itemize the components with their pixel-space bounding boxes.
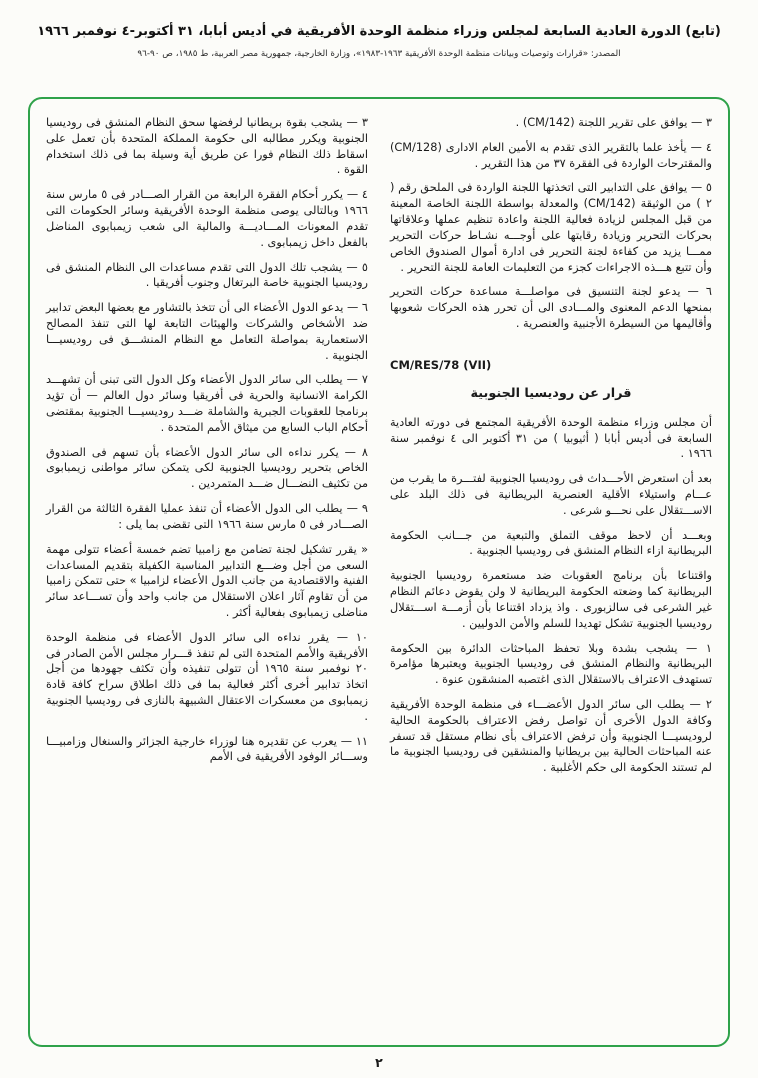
resolution-item: ٢ — يطلب الى سائر الدول الأعضـــاء فى منظمة الوحدة الأفريقية وكافة الدول الأخرى أن تواصل رفض الاعتراف بالحكومة الحالية لروديسيـــا الجنوبية وأن ترفض الاعتراف بأى نظام مستقل قد تسفر عنه المباحثات الحالية بين بريطانيا والمنشقين فى روديسيا الجنوبية ما لم تستند الحكومة الى حكم الأغلبية . (390, 697, 712, 775)
resolution-heading: قرار عن روديسيا الجنوبية (470, 385, 632, 401)
resolution-item: ٤ — يكرر أحكام الفقرة الرابعة من القرار الصـــادر فى ٥ مارس سنة ١٩٦٦ وبالتالى يوصى منظمة الوحدة الأفريقية وسائر الحكومات التى تقدم المعونات المـــاديـــة والمالية الى شعب زيمبابوى المناضل بالفعل داخل زيمبابوى . (46, 188, 368, 249)
column-right (390, 115, 712, 1035)
content-frame (28, 97, 730, 1047)
resolution-item: ١١ — يعرب عن تقديره هنا لوزراء خارجية الجزائر والسنغال وزامبيـــا وســـائر الوفود الأفريقية فى الأمم (46, 734, 368, 764)
resolution-item: ٦ — يدعو الدول الأعضاء الى أن تتخذ بالتشاور مع بعضها البعض تدابير ضد الأشخاص والشركات والهيئات التابعة لها التى تنفذ المصالح الاستعمارية بمواصلة التعامل مع النظام المنشـــق فى روديسيـــا الجنوبية . (46, 301, 368, 362)
resolution-preamble: بعد أن استعرض الأحـــداث فى روديسيا الجنوبية لفتـــرة ما يقرب من عـــام واستيلاء الأقلية العنصرية البريطانية فى ذلك البلد على الاســـتقلال على نحـــو شرعى . (390, 472, 712, 517)
resolution-reference-code: CM/RES/78 (VII) (390, 357, 492, 372)
resolution-item: ١٠ — يقرر نداءه الى سائر الدول الأعضاء فى منظمة الوحدة الأفريقية والأمم المتحدة التى لم تنفذ قـــرار مجلس الأمن الصادر فى ٢٠ نوفمبر سنة ١٩٦٥ أن تتولى تنفيذه وأن تكثف جهودها من أجل اتخاذ تدابير أخرى أكثر فعالية بما فى ذلك اطلاق سراح كافة قادة زيمبابوى من معسكرات الاعتقال الشبيهة بالنازى فى روديسيا الجنوبية . (46, 630, 368, 723)
resolution-quote: « يقرر تشكيل لجنة تضامن مع زامبيا تضم خمسة أعضاء تتولى مهمة السعى من أجل وضـــع التدابير المناسبة الكفيلة بتقديم المساعدات الفنية والاقتصادية من جانب الدول الأعضاء لزامبيا » حتى تتمكن زامبيا من أن تقاوم آثار اعلان الاستقلال من جانب واحد وأن تســـاعد سائر مناضلى زيمبابوى بفعالية أكثر . (46, 542, 368, 619)
resolution-item: ٤ — يأخذ علما بالتقرير الذى تقدم به الأمين العام الادارى (CM/128) والمقترحات الواردة فى الفقرة ٣٧ من هذا التقرير . (390, 140, 712, 170)
resolution-item: ٣ — يوافق على تقرير اللجنة (CM/142) . (515, 116, 712, 129)
resolution-preamble: أن مجلس وزراء منظمة الوحدة الأفريقية المجتمع فى دورته العادية السابعة فى أديس أبابا ( أثيوبيا ) من ٣١ أكتوبر الى ٤ نوفمبر سنة ١٩٦٦ . (390, 415, 712, 461)
resolution-item: ٨ — يكرر نداءه الى سائر الدول الأعضاء بأن تسهم فى الصندوق الخاص بتحرير روديسيا الجنوبية لكى يتمكن سائر مواطنى زيمبابوى من تكثيف النضـــال ضـــد المتمردين . (46, 445, 368, 491)
document-source-line: المصدر: «قرارات وتوصيات وبيانات منظمة الوحدة الأفريقية ١٩٦٣-١٩٨٣»، وزارة الخارجية، جمهورية مصر العربية، ط ١٩٨٥، ص ٩٠-٩٦ (137, 49, 621, 59)
resolution-preamble: وبعـــد أن لاحظ موقف التملق والتبعية من جـــانب الحكومة البريطانية ازاء النظام المنشق فى روديسيا الجنوبية . (390, 528, 712, 558)
resolution-item: ٩ — يطلب الى الدول الأعضاء أن تنفذ عمليا الفقرة الثالثة من القرار الصـــادر فى ٥ مارس سنة ١٩٦٦ التى تقضى بما يلى : (46, 502, 368, 531)
resolution-preamble: واقتناعا بأن برنامج العقوبات ضد مستعمرة روديسيا الجنوبية البريطانية كما وضعته الحكومة البريطانية لا ولن يقوض دعائم النظام غير الشرعى فى سالزبورى . واذ يزداد اقتناعا بأن أزمـــة اســـتقلال روديسيا الجنوبية تشكل تهديدا للسلم والأمن الدوليين . (390, 569, 712, 630)
resolution-item: ٥ — يشجب تلك الدول التى تقدم مساعدات الى النظام المنشق فى روديسيا الجنوبية خاصة البرتغال وجنوب أفريقيا . (46, 260, 368, 290)
page-number: ٢ (375, 1055, 383, 1070)
column-left (46, 115, 368, 1035)
document-title: (تابع) الدورة العادية السابعة لمجلس وزراء منظمة الوحدة الأفريقية في أديس أبابا، ٣١ أكتوبر-٤ نوفمبر ١٩٦٦ (37, 24, 721, 39)
resolution-item: ٦ — يدعو لجنة التنسيق فى مواصلـــة مساعدة حركات التحرير بمنحها الدعم المعنوى والمـــادى الى أن تحرر هذه الحركات شعوبها وأقاليمها من السيطرة الأجنبية والعنصرية . (390, 285, 712, 330)
resolution-item: ٧ — يطلب الى سائر الدول الأعضاء وكل الدول التى تبنى أن تشهـــد الكرامة الانسانية والحرية فى أفريقيا وسائر دول العالم — أن تؤيد برنامجا للعقوبات الجبرية والشاملة ضـــد روديسيـــا الجنوبية بمقتضى أحكام الباب السابع من ميثاق الأمم المتحدة . (46, 373, 368, 434)
resolution-item: ٣ — يشجب بقوة بريطانيا لرفضها سحق النظام المنشق فى روديسيا الجنوبية ويكرر مطالبه الى حكومة المملكة المتحدة بأن تعمل على اسقاط ذلك النظام فورا عن طريق أية وسيلة بما فى ذلك استخدام القوة . (46, 116, 368, 177)
resolution-item: ١ — يشجب بشدة وبلا تحفظ المباحثات الدائرة بين الحكومة البريطانية والنظام المنشق فى روديسيا الجنوبية ويعتبرها مؤامرة تستهدف الاعتراف بالاستقلال الذى اغتصبه المنشقون عنوة . (390, 641, 712, 687)
document-header (0, 0, 758, 59)
resolution-item: ٥ — يوافق على التدابير التى اتخذتها اللجنة الواردة فى الملحق رقم ( ٢ ) من الوثيقة (CM/142) والمعدلة بواسطة اللجنة الخاصة المعينة من قبل المجلس لزيادة فعالية اللجنة واعادة تنظيم عملها وعلاقاتها بحركات التحرير وزيادة رقابتها على أوجـــه نشـاط حركات التحرير ممـــا يزيد من كفاءة لجنة التحرير فى ادارة أموال الصندوق الخاص وأن تتبع هـــذه الاجراءات كجزء من التعليمات العامة للجنة التحرير . (390, 181, 712, 274)
